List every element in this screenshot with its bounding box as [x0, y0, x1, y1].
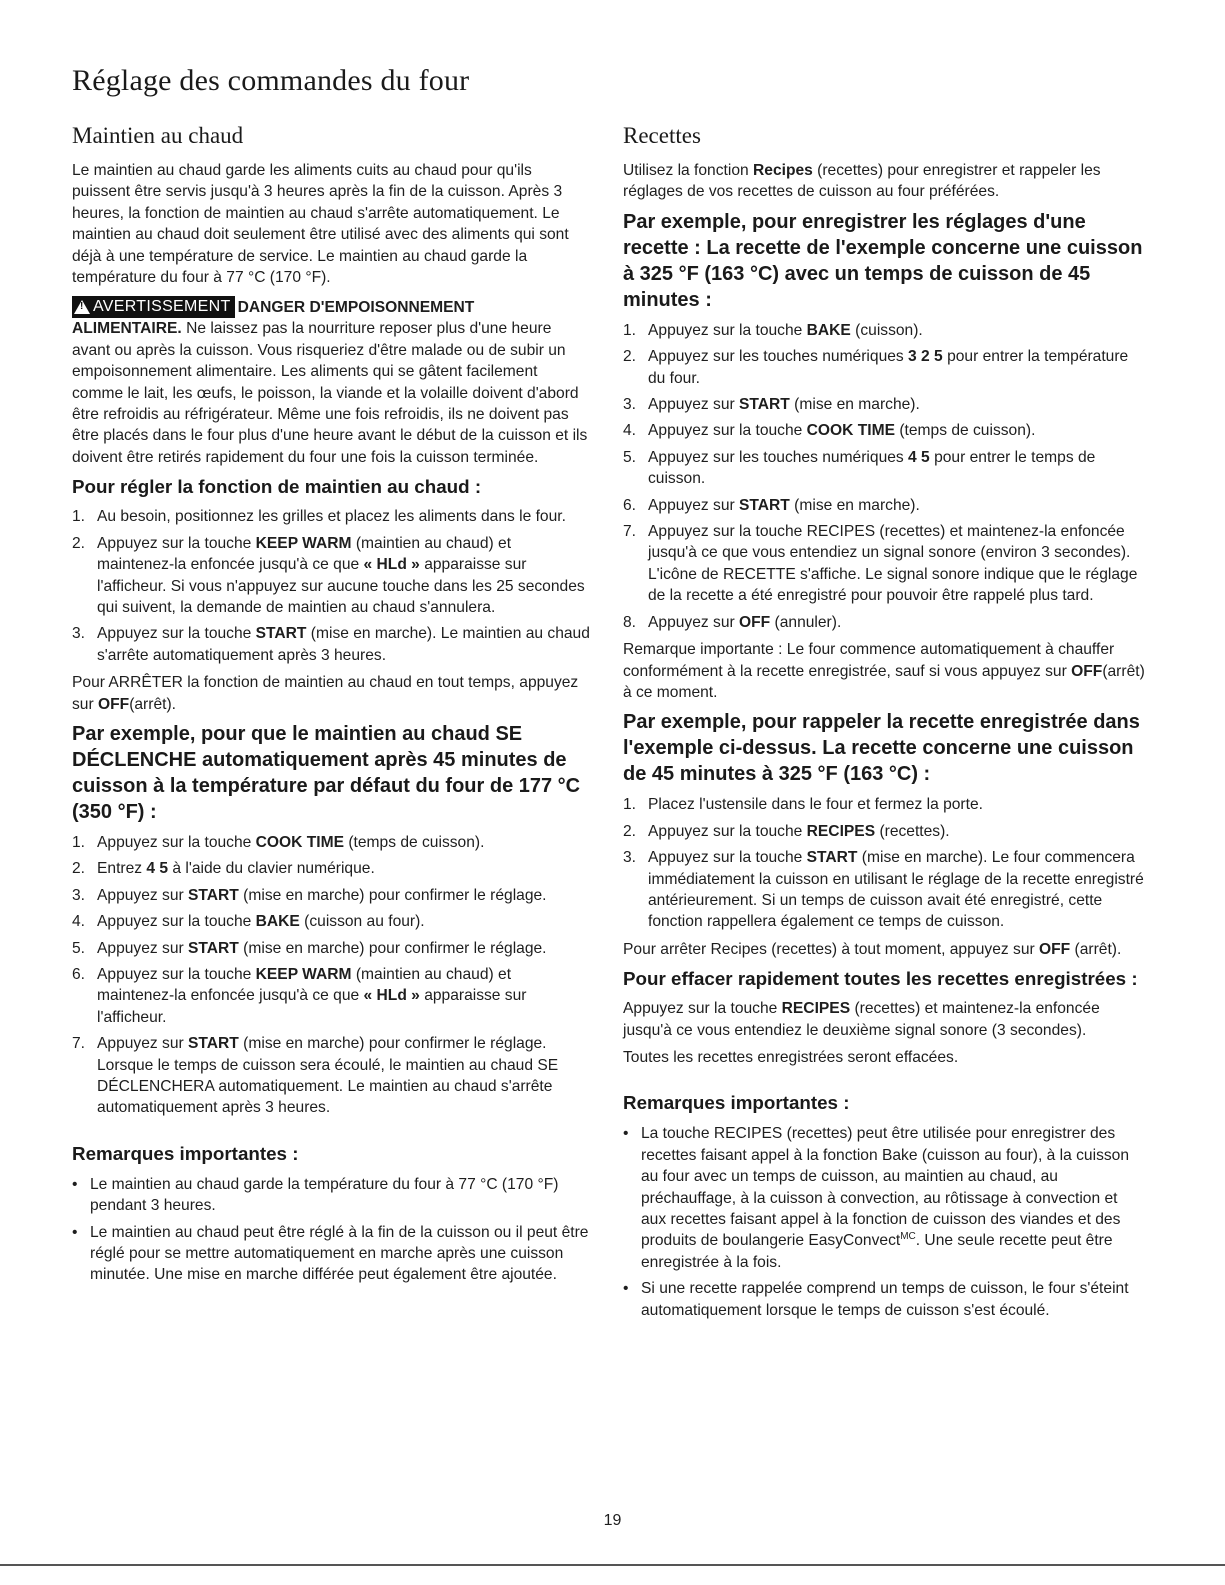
right-column: [623, 121, 1145, 1327]
step-number: 3.: [623, 849, 637, 867]
keep-warm-title: Maintien au chaud: [72, 123, 244, 148]
bullet-icon: •: [623, 1125, 629, 1143]
step-text: Appuyez sur la touche START (mise en marche). Le maintien au chaud s'arrête automatiquement après 3 heures.: [97, 625, 590, 664]
step-text: Entrez 4 5 à l'aide du clavier numérique.: [97, 860, 375, 878]
recall-recipe-heading: Par exemple, pour rappeler la recette enregistrée dans l'exemple ci-dessus. La recette concerne une cuisson de 45 minutes à 325 °F (163 °C) :: [623, 711, 1140, 786]
list-item: [623, 847, 1145, 933]
right-remarks-list: [623, 1123, 1145, 1321]
step-text: Appuyez sur START (mise en marche) pour confirmer le réglage.: [97, 939, 547, 957]
remark-text: La touche RECIPES (recettes) peut être utilisée pour enregistrer des recettes faisant appel à la fonction Bake (cuisson au four), à la cuisson au four avec un temps de cuisson, au maintien au chaud, au préchauffage, à la cuisson à convection, au rôtissage à convection et aux recettes faisant appel à la fonction de cuisson des viandes et des produits de boulangerie EasyConvect$^{MC}$. Une seule recette peut être enregistrée à la fois.: [641, 1125, 1130, 1271]
set-keep-warm-heading: Pour régler la fonction de maintien au chaud :: [72, 476, 482, 498]
step-number: 3.: [72, 886, 86, 904]
warning-heading: DANGER D'EMPOISONNEMENT: [237, 298, 475, 316]
step-number: 5.: [72, 939, 86, 957]
bullet-icon: •: [72, 1175, 78, 1193]
stop-recipes-text: Pour arrêter Recipes (recettes) à tout moment, appuyez sur OFF (arrêt).: [623, 940, 1122, 958]
left-remarks-heading: Remarques importantes :: [72, 1142, 299, 1164]
page-number: 19: [603, 1512, 622, 1529]
step-number: 7.: [72, 1035, 86, 1053]
step-text: Appuyez sur la touche START (mise en marche). Le four commencera immédiatement la cuisson en utilisant le réglage de la recette enregistré antérieurement. Si un temps de cuisson avait été enregistré, cette fonction rappellera également ce temps de cuisson.: [648, 849, 1144, 931]
list-item: [623, 495, 1145, 516]
erase-recipes-text: Appuyez sur la touche RECIPES (recettes) et maintenez-la enfoncée jusqu'à ce vous entendiez le deuxième signal sonore (3 secondes).: [623, 1000, 1100, 1039]
list-item: [72, 858, 590, 879]
set-keep-warm-steps: [72, 506, 590, 666]
step-text: Appuyez sur la touche KEEP WARM (maintien au chaud) et maintenez-la enfoncée jusqu'à ce que « HLd » apparaisse sur l'afficheur. Si vous n'appuyez sur aucune touche dans les 25 secondes qui suivent, la demande de maintien au chaud s'annulera.: [97, 534, 585, 616]
step-text: Appuyez sur START (mise en marche).: [648, 496, 920, 514]
list-item: [72, 911, 590, 932]
step-text: Placez l'ustensile dans le four et fermez la porte.: [648, 796, 983, 814]
step-text: Appuyez sur la touche KEEP WARM (maintien au chaud) et maintenez-la enfoncée jusqu'à ce que « HLd » apparaisse sur l'afficheur.: [97, 965, 527, 1026]
step-text: Appuyez sur la touche COOK TIME (temps de cuisson).: [97, 833, 485, 851]
warning-lead: ALIMENTAIRE.: [72, 320, 182, 338]
list-item: [72, 885, 590, 906]
step-number: 6.: [72, 965, 86, 983]
step-number: 3.: [72, 625, 86, 643]
step-number: 2.: [623, 348, 637, 366]
step-text: Appuyez sur les touches numériques 4 5 pour entrer le temps de cuisson.: [648, 448, 1096, 488]
step-number: 4.: [623, 422, 637, 440]
warning-header: [72, 296, 590, 318]
list-item: [623, 821, 1145, 842]
step-number: 1.: [72, 508, 86, 526]
recipes-title: Recettes: [623, 123, 701, 148]
step-number: 1.: [623, 796, 637, 814]
step-number: 4.: [72, 913, 86, 931]
list-item: [72, 832, 590, 853]
list-item: [72, 1174, 590, 1217]
step-number: 5.: [623, 448, 637, 466]
list-item: [623, 394, 1145, 415]
auto-keep-warm-heading: Par exemple, pour que le maintien au chaud SE DÉCLENCHE automatiquement après 45 minutes de cuisson à la température par défaut du four de 177 °C (350 °F) :: [72, 722, 581, 823]
page-title: Réglage des commandes du four: [72, 64, 470, 97]
erase-result-text: Toutes les recettes enregistrées seront effacées.: [623, 1048, 959, 1066]
keep-warm-intro: Le maintien au chaud garde les aliments cuits au chaud pour qu'ils puissent être servis jusqu'à 3 heures après la fin de la cuisson. Après 3 heures, la fonction de maintien au chaud s'arrête automatiquement. Le maintien au chaud doit seulement être utilisé avec des aliments qui sont déjà à une température de service. Le maintien au chaud garde la température du four à 77 °C (170 °F).: [72, 162, 569, 287]
step-number: 2.: [72, 860, 86, 878]
warning-triangle-icon: [74, 300, 90, 314]
important-note: Remarque importante : Le four commence automatiquement à chauffer conformément à la recette enregistrée, sauf si vous appuyez sur OFF(arrêt) à ce moment.: [623, 641, 1145, 701]
list-item: [72, 1222, 590, 1286]
step-text: Au besoin, positionnez les grilles et placez les aliments dans le four.: [97, 508, 566, 526]
warning-body: Ne laissez pas la nourriture reposer plus d'une heure avant ou après la cuisson. Vous risqueriez d'être malade ou de subir un empoisonnement alimentaire. Les aliments qui se gâtent facilement comme le lait, les œufs, le poisson, la viande et la volaille doivent d'abord être refroidis au réfrigérateur. Même une fois refroidis, ils ne doivent pas être placés dans le four plus d'une heure avant le début de la cuisson et ils doivent être retirés rapidement du four une fois la cuisson terminée.: [72, 320, 588, 466]
remark-text: Si une recette rappelée comprend un temps de cuisson, le four s'éteint automatiquement lorsque le temps de cuisson s'est écoulé.: [641, 1280, 1129, 1319]
remark-text: Le maintien au chaud peut être réglé à la fin de la cuisson ou il peut être réglé pour se mettre automatiquement en marche après une cuisson minutée. Une mise en marche différée peut également être ajoutée.: [90, 1223, 589, 1284]
bullet-icon: •: [72, 1223, 78, 1241]
bottom-divider: [0, 1564, 1225, 1566]
list-item: [623, 521, 1145, 607]
step-text: Appuyez sur START (mise en marche) pour confirmer le réglage. Lorsque le temps de cuisson sera écoulé, le maintien au chaud SE DÉCLENCHERA automatiquement. Le maintien au chaud s'arrête automatiquement après 3 heures.: [97, 1035, 559, 1117]
step-text: Appuyez sur la touche RECIPES (recettes) et maintenez-la enfoncée jusqu'à ce que vous entendiez un signal sonore (environ 3 secondes). L'icône de RECETTE s'affiche. Le signal sonore indique que le réglage de la recette a été enregistré pour pouvoir être rappelé plus tard.: [648, 523, 1138, 605]
list-item: [623, 320, 1145, 341]
erase-recipes-heading: Pour effacer rapidement toutes les recettes enregistrées :: [623, 968, 1138, 990]
list-item: [72, 964, 590, 1028]
step-text: Appuyez sur la touche BAKE (cuisson au four).: [97, 913, 425, 931]
list-item: [623, 1123, 1145, 1273]
list-item: [623, 447, 1145, 490]
step-text: Appuyez sur la touche BAKE (cuisson).: [648, 321, 923, 339]
step-number: 7.: [623, 523, 637, 541]
left-column: [72, 121, 590, 1292]
list-item: [623, 420, 1145, 441]
recall-recipe-steps: [623, 794, 1145, 932]
step-text: Appuyez sur OFF (annuler).: [648, 613, 842, 631]
list-item: [72, 533, 590, 619]
step-number: 1.: [72, 833, 86, 851]
list-item: [623, 794, 1145, 815]
step-number: 8.: [623, 613, 637, 631]
step-number: 3.: [623, 396, 637, 414]
list-item: [623, 1278, 1145, 1321]
list-item: [72, 1033, 590, 1119]
warning-badge-label: AVERTISSEMENT: [93, 298, 231, 316]
step-text: Appuyez sur START (mise en marche) pour confirmer le réglage.: [97, 886, 547, 904]
list-item: [72, 938, 590, 959]
bullet-icon: •: [623, 1280, 629, 1298]
step-number: 6.: [623, 496, 637, 514]
step-text: Appuyez sur les touches numériques 3 2 5 pour entrer la température du four.: [648, 348, 1129, 387]
step-number: 2.: [72, 534, 86, 552]
list-item: [72, 506, 590, 527]
save-recipe-steps: [623, 320, 1145, 633]
left-remarks-list: [72, 1174, 590, 1286]
step-number: 1.: [623, 321, 637, 339]
step-text: Appuyez sur la touche COOK TIME (temps de cuisson).: [648, 422, 1036, 440]
list-item: [623, 346, 1145, 389]
save-recipe-heading: Par exemple, pour enregistrer les réglages d'une recette : La recette de l'exemple concerne une cuisson à 325 °F (163 °C) avec un temps de cuisson de 45 minutes :: [623, 210, 1143, 311]
stop-keep-warm-text: Pour ARRÊTER la fonction de maintien au chaud en tout temps, appuyez sur OFF(arrêt).: [72, 674, 579, 713]
list-item: [72, 623, 590, 666]
step-text: Appuyez sur la touche RECIPES (recettes).: [648, 822, 950, 840]
warning-badge: [72, 296, 235, 318]
auto-keep-warm-steps: [72, 832, 590, 1119]
step-text: Appuyez sur START (mise en marche).: [648, 396, 920, 414]
remark-text: Le maintien au chaud garde la température du four à 77 °C (170 °F) pendant 3 heures.: [90, 1175, 559, 1215]
warning-text: [72, 318, 590, 468]
list-item: [623, 612, 1145, 633]
right-remarks-heading: Remarques importantes :: [623, 1092, 850, 1114]
step-number: 2.: [623, 822, 637, 840]
recipes-intro: Utilisez la fonction Recipes (recettes) pour enregistrer et rappeler les réglages de vos recettes de cuisson au four préférées.: [623, 162, 1101, 201]
